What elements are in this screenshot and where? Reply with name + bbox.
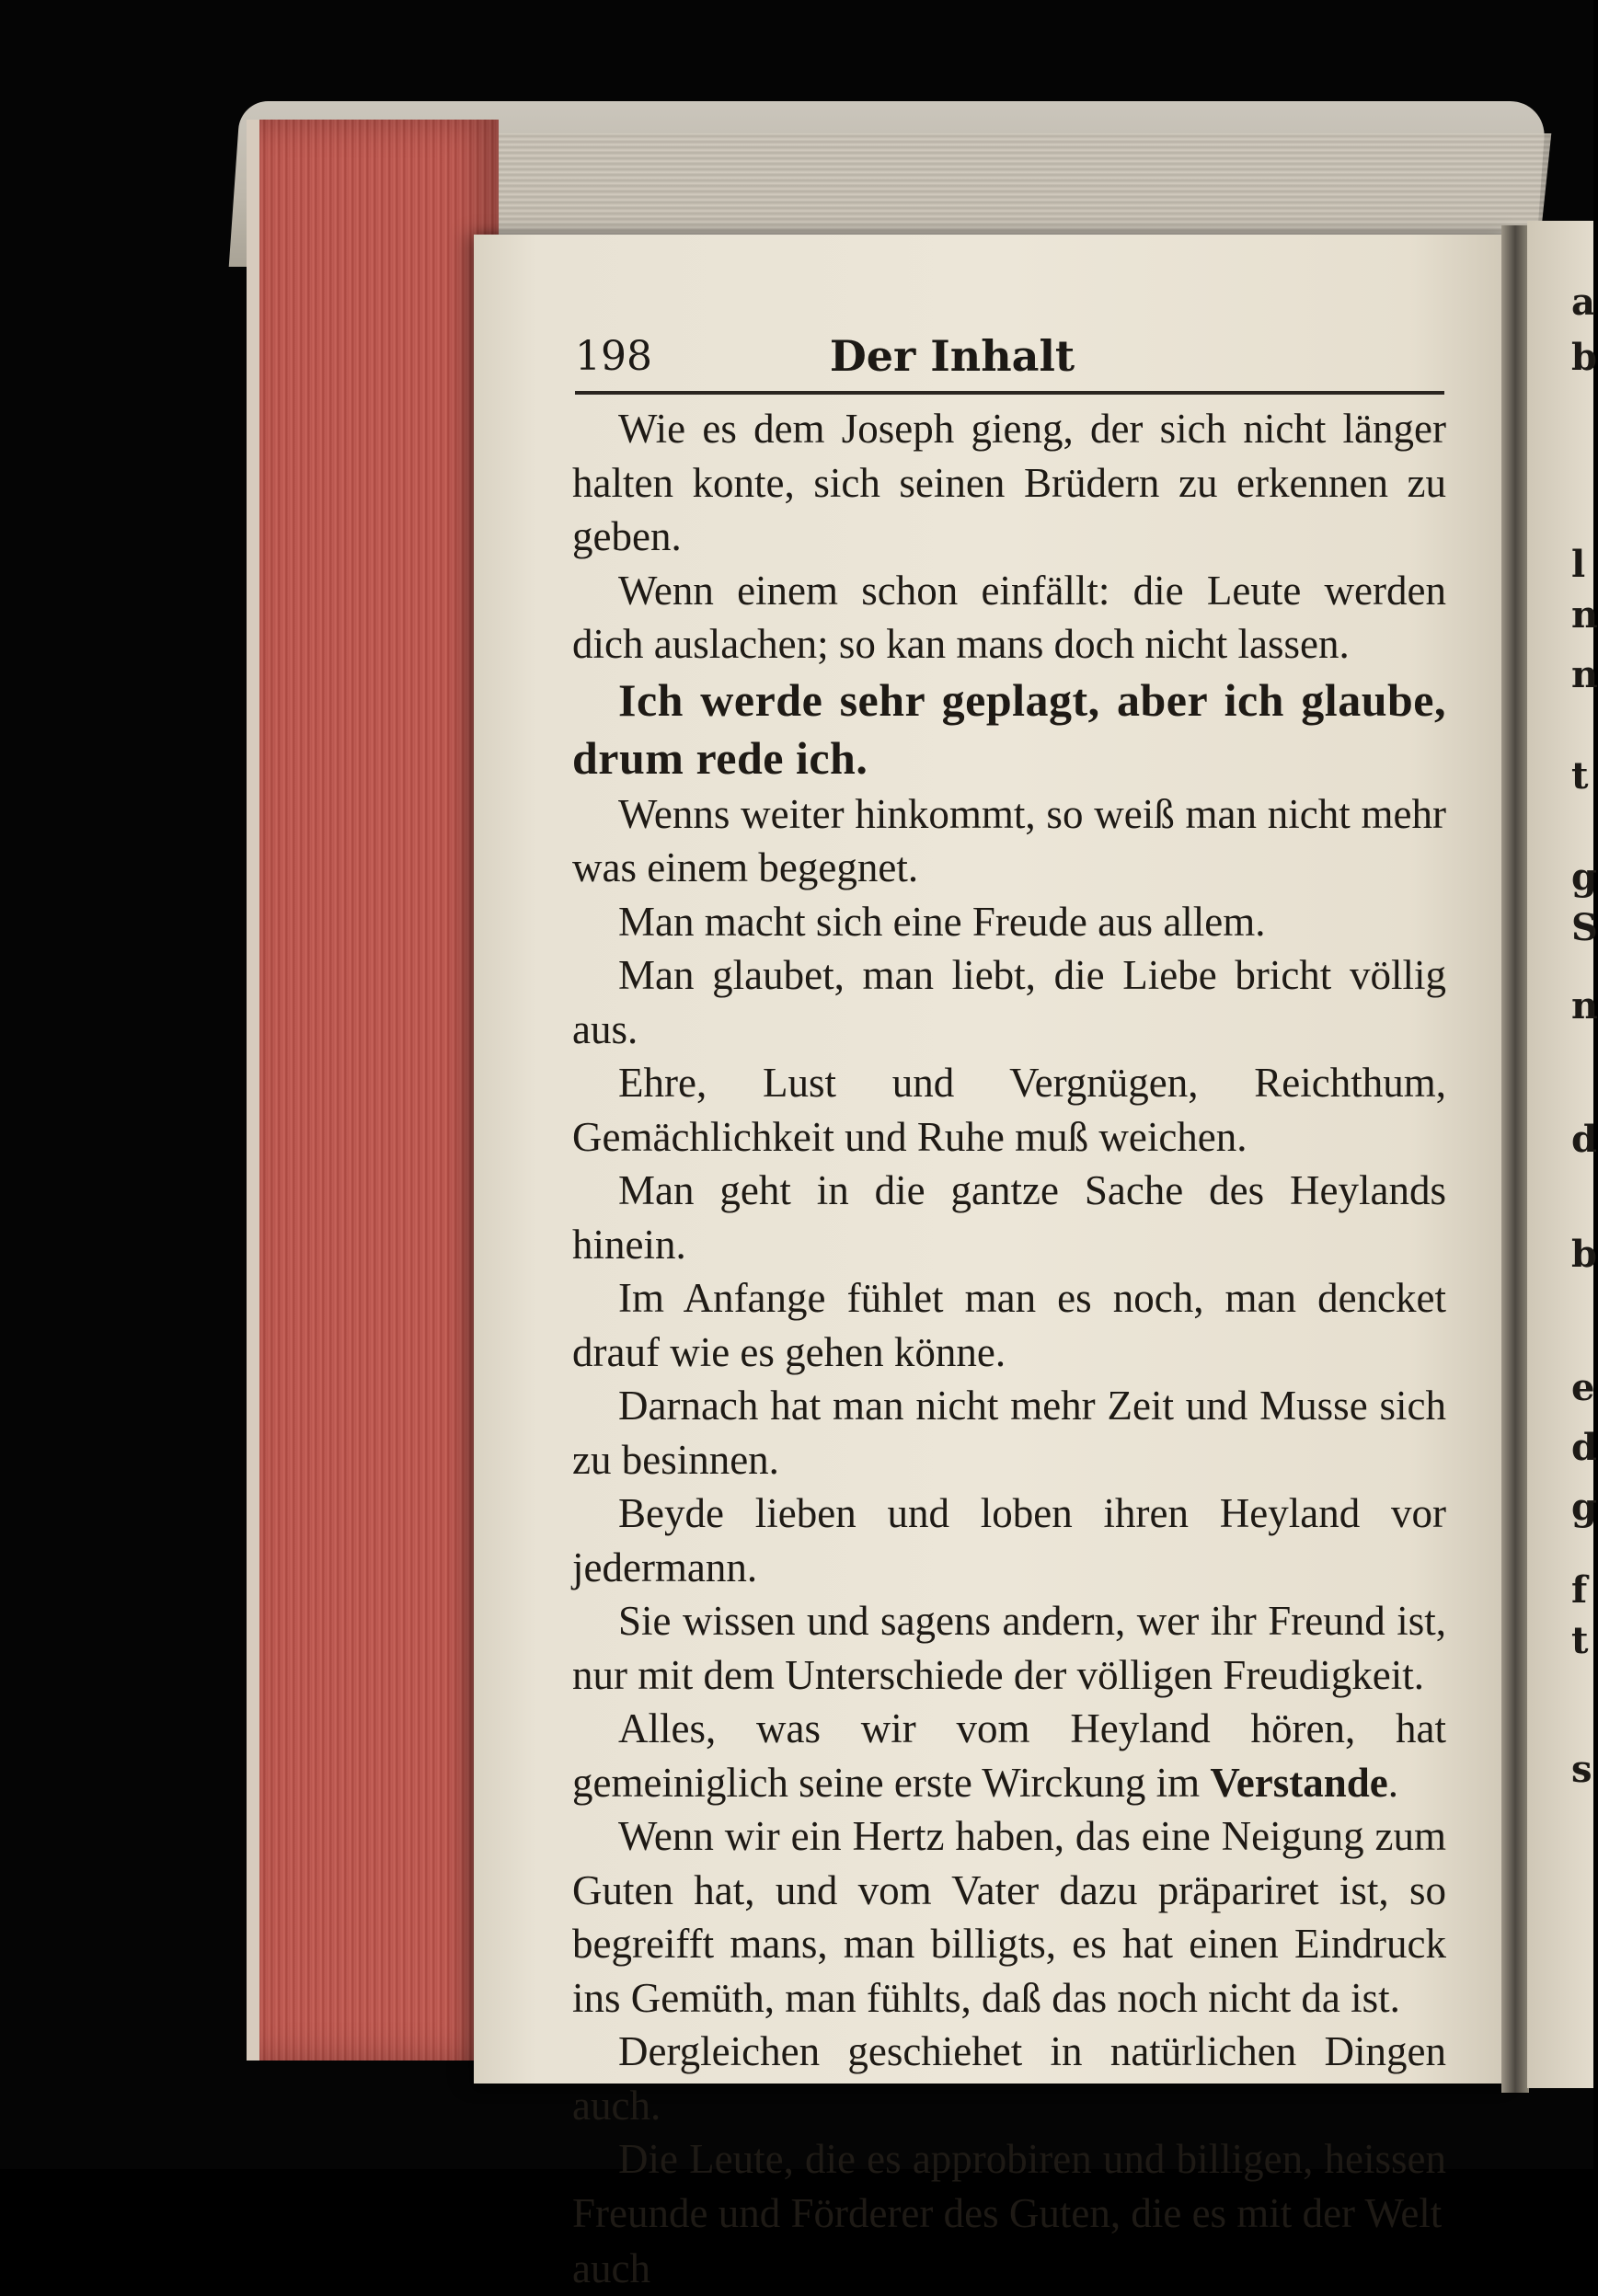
entry: Wenn einem schon einfällt: die Leute werden dich auslachen; so kan mans doch nicht lassen.: [572, 567, 1446, 667]
facing-fragment: g: [1571, 855, 1597, 899]
facing-page: [1527, 221, 1598, 2088]
facing-fragment: b: [1571, 336, 1597, 379]
facing-fragment: l: [1571, 543, 1586, 586]
entry: [572, 1702, 1446, 1809]
catchword: auch: [572, 2245, 650, 2291]
running-title: Der Inhalt: [829, 331, 1075, 381]
entry: Darnach hat man nicht mehr Zeit und Musse sich zu besinnen.: [572, 1383, 1446, 1483]
emphasized-word: Verstande: [1210, 1759, 1388, 1806]
entry: Beyde lieben und loben ihren Heyland vor jedermann.: [572, 1490, 1446, 1590]
facing-fragment: b: [1571, 1233, 1597, 1276]
entry: Im Anfange fühlet man es noch, man dencket drauf wie es gehen könne.: [572, 1275, 1446, 1375]
entry: Ehre, Lust und Vergnügen, Reichthum, Gemächlichkeit und Ruhe muß weichen.: [572, 1060, 1446, 1160]
entry-bold: Ich werde sehr geplagt, aber ich glaube, drum rede ich.: [572, 673, 1446, 784]
entry: Wenns weiter hinkommt, so weiß man nicht mehr was einem begegnet.: [572, 790, 1446, 890]
facing-fragment: d: [1571, 1118, 1597, 1161]
facing-fragment: a: [1571, 281, 1595, 324]
facing-fragment: f: [1571, 1568, 1588, 1612]
book-gutter: [1501, 225, 1529, 2093]
page-number: 198: [575, 333, 652, 380]
entry: Man glaubet, man liebt, die Liebe bricht völlig aus.: [572, 952, 1446, 1052]
entry: Wie es dem Joseph gieng, der sich nicht länger halten konte, sich seinen Brüdern zu erkennen zu geben.: [572, 406, 1446, 559]
facing-fragment: n: [1571, 593, 1598, 637]
entry: Die Leute, die es approbiren und billigen, heissen Freunde und Förderer des Guten, die es mit der Welt: [572, 2136, 1446, 2236]
facing-fragment: S: [1571, 906, 1598, 949]
facing-fragment: d: [1571, 1426, 1597, 1469]
entry-text: .: [1387, 1759, 1399, 1806]
facing-fragment: e: [1571, 1366, 1595, 1409]
entry: Dergleichen geschiehet in natürlichen Dingen auch.: [572, 2028, 1446, 2129]
facing-fragment: n: [1571, 984, 1598, 1027]
facing-fragment: t: [1571, 1619, 1589, 1662]
entry: Man macht sich eine Freude aus allem.: [618, 898, 1266, 945]
page-header: [575, 333, 1440, 397]
header-rule: [575, 391, 1444, 395]
page-body: [572, 402, 1446, 2296]
entry: Man geht in die gantze Sache des Heylands hinein.: [572, 1167, 1446, 1268]
entry-text: Alles, was wir vom Heyland hören, hat gemeiniglich seine erste Wirckung im: [572, 1705, 1446, 1806]
red-page-edges: [247, 120, 499, 2061]
facing-fragment: s: [1571, 1748, 1592, 1791]
entry: Wenn wir ein Hertz haben, das eine Neigung zum Guten hat, und vom Vater dazu präpariret ist, so begreifft mans, man billigts, es hat einen Eindruck ins Gemüth, man fühlts, daß das noch nicht da ist.: [572, 1813, 1446, 2021]
facing-fragment: t: [1571, 754, 1589, 798]
facing-fragment: g: [1571, 1486, 1597, 1529]
facing-fragment: n: [1571, 653, 1598, 696]
entry: Sie wissen und sagens andern, wer ihr Freund ist, nur mit dem Unterschiede der völligen Freudigkeit.: [572, 1598, 1446, 1698]
